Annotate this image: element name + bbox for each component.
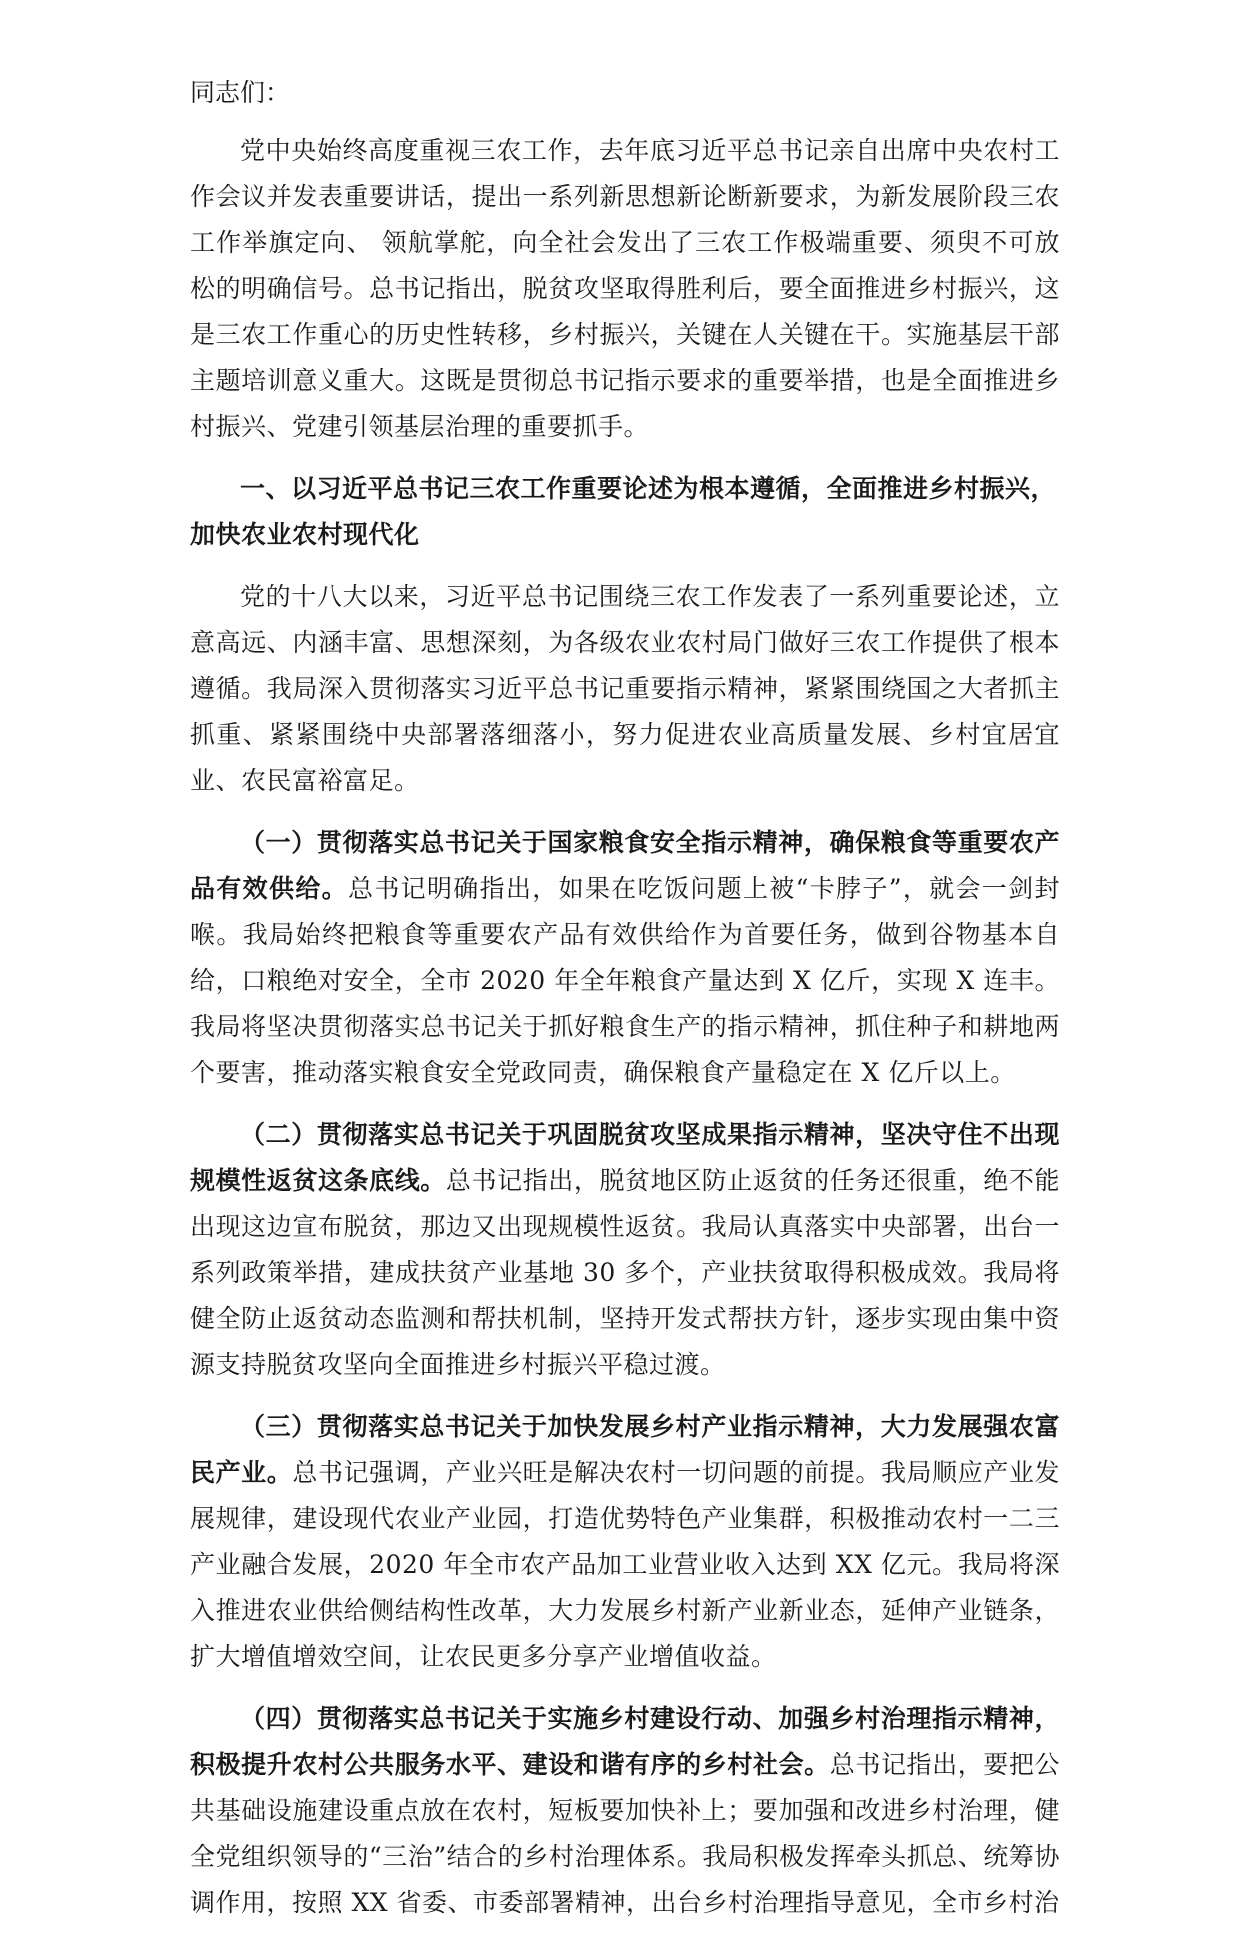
point-body-3: 总书记强调，产业兴旺是解决农村一切问题的前提。我局顺应产业发展规律，建设现代农业产业园，打造优势特色产业集群，积极推动农村一二三产业融合发展，2020 年全市农产品加工业营业收入达到 XX 亿元。我局将深入推进农业供给侧结构性改革，大力发展乡村新产业新业态，延伸产业链条，扩大增值增效空间，让农民更多分享产业增值收益。 xyxy=(190,1458,1060,1671)
point-lead-1: （一）贯彻落实总书记关于国家粮食安全指示精神，确保粮食等重要农产品有效供给。 xyxy=(190,828,1060,903)
point-body-4: 总书记指出，要把公共基础设施建设重点放在农村，短板要加快补上；要加强和改进乡村治理，健全党组织领导的“三治”结合的乡村治理体系。我局积极发挥牵头抓总、统筹协调作用，按照 XX 省委、市委部署精神，出台乡村治理指导意见，全市乡村治 xyxy=(190,1750,1060,1917)
point-body-1: 总书记明确指出，如果在吃饭问题上被“卡脖子”，就会一剑封喉。我局始终把粮食等重要农产品有效供给作为首要任务，做到谷物基本自给，口粮绝对安全，全市 2020 年全年粮食产量达到 X 亿斤，实现 X 连丰。我局将坚决贯彻落实总书记关于抓好粮食生产的指示精神，抓住种子和耕地两个要害，推动落实粮食安全党政同责，确保粮食产量稳定在 X 亿斤以上。 xyxy=(190,874,1060,1087)
intro-paragraph: 党中央始终高度重视三农工作，去年底习近平总书记亲自出席中央农村工作会议并发表重要讲话，提出一系列新思想新论断新要求，为新发展阶段三农工作举旗定向、 领航掌舵，向全社会发出了三农工作极端重要、须臾不可放松的明确信号。总书记指出，脱贫攻坚取得胜利后，要全面推进乡村振兴，这是三农工作重心的历史性转移，乡村振兴，关键在人关键在干。实施基层干部主题培训意义重大。这既是贯彻总书记指示要求的重要举措，也是全面推进乡村振兴、党建引领基层治理的重要抓手。 xyxy=(190,136,1060,441)
section-heading: 一、以习近平总书记三农工作重要论述为根本遵循，全面推进乡村振兴，加快农业农村现代化 xyxy=(190,474,1057,549)
greeting: 同志们： xyxy=(190,78,291,107)
point-paragraph-4 xyxy=(190,1696,1060,1926)
point-paragraph-2 xyxy=(190,1112,1060,1388)
document-page xyxy=(190,70,1060,1942)
point-paragraph-1 xyxy=(190,820,1060,1096)
point-body-2: 总书记指出，脱贫地区防止返贫的任务还很重，绝不能出现这边宣布脱贫，那边又出现规模性返贫。我局认真落实中央部署，出台一系列政策举措，建成扶贫产业基地 30 多个，产业扶贫取得积极成效。我局将健全防止返贫动态监测和帮扶机制，坚持开发式帮扶方针，逐步实现由集中资源支持脱贫攻坚向全面推进乡村振兴平稳过渡。 xyxy=(190,1166,1060,1379)
point-lead-4: （四）贯彻落实总书记关于实施乡村建设行动、加强乡村治理指示精神，积极提升农村公共服务水平、建设和谐有序的乡村社会。 xyxy=(190,1704,1060,1779)
section-body: 党的十八大以来，习近平总书记围绕三农工作发表了一系列重要论述，立意高远、内涵丰富、思想深刻，为各级农业农村局门做好三农工作提供了根本遵循。我局深入贯彻落实习近平总书记重要指示精神，紧紧围绕国之大者抓主抓重、紧紧围绕中央部署落细落小，努力促进农业高质量发展、乡村宜居宜业、农民富裕富足。 xyxy=(190,582,1060,795)
point-paragraph-3 xyxy=(190,1404,1060,1680)
point-lead-3: （三）贯彻落实总书记关于加快发展乡村产业指示精神，大力发展强农富民产业。 xyxy=(190,1412,1060,1487)
point-lead-2: （二）贯彻落实总书记关于巩固脱贫攻坚成果指示精神，坚决守住不出现规模性返贫这条底线。 xyxy=(190,1120,1060,1195)
